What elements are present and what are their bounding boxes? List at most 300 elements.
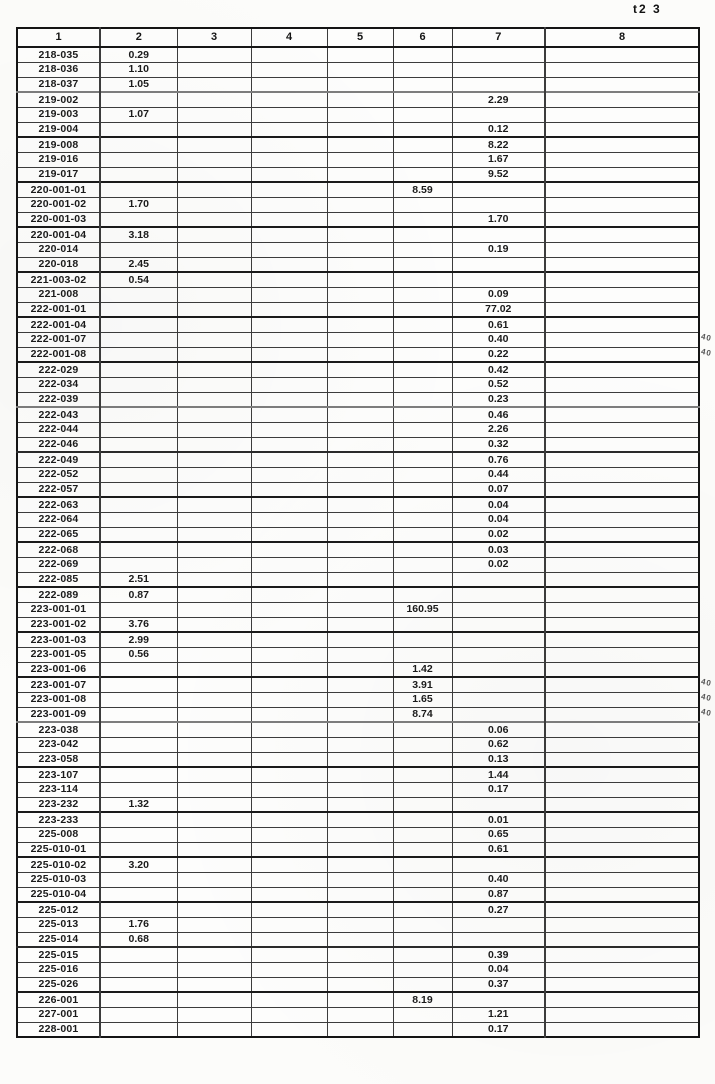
value-cell bbox=[545, 812, 699, 827]
value-cell bbox=[177, 77, 251, 92]
value-cell bbox=[251, 707, 327, 722]
value-cell bbox=[100, 302, 177, 317]
row-id-cell: 222-085 bbox=[17, 572, 100, 587]
row-id-cell: 222-039 bbox=[17, 392, 100, 407]
row-id-cell: 225-012 bbox=[17, 902, 100, 917]
table-row bbox=[17, 902, 699, 917]
value-cell bbox=[251, 887, 327, 902]
table-row bbox=[17, 992, 699, 1007]
value-cell bbox=[393, 872, 452, 887]
value-cell bbox=[393, 347, 452, 362]
row-id-cell: 223-042 bbox=[17, 737, 100, 752]
value-cell bbox=[393, 167, 452, 182]
value-cell: 160.95 bbox=[393, 602, 452, 617]
value-cell bbox=[177, 1007, 251, 1022]
value-cell bbox=[100, 977, 177, 992]
value-cell bbox=[327, 842, 393, 857]
row-id-cell: 223-114 bbox=[17, 782, 100, 797]
value-cell bbox=[393, 197, 452, 212]
table-row bbox=[17, 257, 699, 272]
value-cell bbox=[545, 902, 699, 917]
value-cell bbox=[327, 692, 393, 707]
value-cell bbox=[100, 422, 177, 437]
column-header-2: 2 bbox=[100, 28, 177, 47]
value-cell bbox=[393, 152, 452, 167]
value-cell bbox=[100, 947, 177, 962]
value-cell bbox=[545, 227, 699, 242]
value-cell bbox=[251, 572, 327, 587]
value-cell: 0.19 bbox=[452, 242, 545, 257]
value-cell bbox=[251, 62, 327, 77]
value-cell: 1.05 bbox=[100, 77, 177, 92]
value-cell: 0.04 bbox=[452, 512, 545, 527]
value-cell bbox=[100, 542, 177, 557]
value-cell bbox=[177, 182, 251, 197]
value-cell bbox=[393, 452, 452, 467]
value-cell bbox=[327, 407, 393, 422]
value-cell bbox=[100, 1007, 177, 1022]
value-cell bbox=[452, 77, 545, 92]
row-id-cell: 223-038 bbox=[17, 722, 100, 737]
row-id-cell: 220-001-03 bbox=[17, 212, 100, 227]
value-cell bbox=[177, 122, 251, 137]
value-cell bbox=[251, 932, 327, 947]
value-cell: 0.40 bbox=[452, 872, 545, 887]
column-header-6: 6 bbox=[393, 28, 452, 47]
value-cell: 0.09 bbox=[452, 287, 545, 302]
value-cell bbox=[100, 512, 177, 527]
value-cell bbox=[327, 107, 393, 122]
value-cell bbox=[251, 737, 327, 752]
column-header-5: 5 bbox=[327, 28, 393, 47]
row-id-cell: 222-029 bbox=[17, 362, 100, 377]
value-cell bbox=[393, 647, 452, 662]
value-cell bbox=[393, 962, 452, 977]
table-row bbox=[17, 617, 699, 632]
value-cell bbox=[393, 107, 452, 122]
value-cell bbox=[177, 842, 251, 857]
value-cell bbox=[545, 602, 699, 617]
table-row bbox=[17, 77, 699, 92]
value-cell bbox=[452, 572, 545, 587]
value-cell bbox=[327, 812, 393, 827]
row-id-cell: 218-035 bbox=[17, 47, 100, 62]
value-cell bbox=[251, 842, 327, 857]
value-cell bbox=[251, 677, 327, 692]
value-cell bbox=[452, 617, 545, 632]
value-cell bbox=[452, 707, 545, 722]
value-cell bbox=[251, 47, 327, 62]
value-cell bbox=[177, 797, 251, 812]
value-cell bbox=[177, 947, 251, 962]
value-cell bbox=[545, 932, 699, 947]
value-cell bbox=[251, 302, 327, 317]
table-row bbox=[17, 797, 699, 812]
row-id-cell: 225-015 bbox=[17, 947, 100, 962]
value-cell bbox=[100, 767, 177, 782]
value-cell bbox=[452, 47, 545, 62]
value-cell bbox=[327, 1007, 393, 1022]
table-header bbox=[17, 28, 699, 47]
table-row bbox=[17, 557, 699, 572]
value-cell bbox=[100, 812, 177, 827]
row-id-cell: 223-001-01 bbox=[17, 602, 100, 617]
table-row bbox=[17, 887, 699, 902]
value-cell: 1.21 bbox=[452, 1007, 545, 1022]
value-cell bbox=[100, 362, 177, 377]
value-cell bbox=[251, 347, 327, 362]
row-id-cell: 222-065 bbox=[17, 527, 100, 542]
value-cell bbox=[545, 752, 699, 767]
table-row bbox=[17, 827, 699, 842]
value-cell bbox=[327, 527, 393, 542]
row-id-cell: 225-008 bbox=[17, 827, 100, 842]
value-cell bbox=[100, 437, 177, 452]
table-row bbox=[17, 692, 699, 707]
value-cell bbox=[327, 257, 393, 272]
value-cell bbox=[251, 77, 327, 92]
table-row bbox=[17, 512, 699, 527]
value-cell bbox=[100, 557, 177, 572]
value-cell bbox=[393, 437, 452, 452]
value-cell bbox=[177, 617, 251, 632]
value-cell: 1.44 bbox=[452, 767, 545, 782]
value-cell bbox=[545, 152, 699, 167]
value-cell bbox=[251, 947, 327, 962]
value-cell bbox=[100, 677, 177, 692]
value-cell bbox=[251, 182, 327, 197]
value-cell bbox=[452, 647, 545, 662]
table-row bbox=[17, 242, 699, 257]
table-row bbox=[17, 62, 699, 77]
value-cell bbox=[452, 197, 545, 212]
value-cell bbox=[177, 212, 251, 227]
table-row bbox=[17, 782, 699, 797]
column-header-3: 3 bbox=[177, 28, 251, 47]
value-cell: 0.40 bbox=[452, 332, 545, 347]
value-cell bbox=[177, 767, 251, 782]
row-id-cell: 219-008 bbox=[17, 137, 100, 152]
value-cell bbox=[545, 962, 699, 977]
value-cell bbox=[545, 617, 699, 632]
value-cell bbox=[100, 122, 177, 137]
value-cell bbox=[545, 527, 699, 542]
table-row bbox=[17, 407, 699, 422]
value-cell bbox=[545, 722, 699, 737]
value-cell bbox=[393, 482, 452, 497]
value-cell bbox=[393, 242, 452, 257]
table-row bbox=[17, 182, 699, 197]
value-cell bbox=[545, 377, 699, 392]
page-corner-mark: t2 3 bbox=[633, 2, 662, 16]
value-cell bbox=[545, 512, 699, 527]
table-row bbox=[17, 227, 699, 242]
value-cell bbox=[177, 92, 251, 107]
value-cell: 0.39 bbox=[452, 947, 545, 962]
value-cell bbox=[452, 587, 545, 602]
value-cell bbox=[327, 227, 393, 242]
row-id-cell: 222-069 bbox=[17, 557, 100, 572]
value-cell bbox=[327, 902, 393, 917]
row-id-cell: 222-052 bbox=[17, 467, 100, 482]
margin-annotation: 40 bbox=[700, 691, 713, 704]
value-cell bbox=[452, 632, 545, 647]
row-id-cell: 220-001-01 bbox=[17, 182, 100, 197]
value-cell bbox=[393, 92, 452, 107]
table-row bbox=[17, 47, 699, 62]
table-body bbox=[17, 47, 699, 1037]
value-cell bbox=[393, 617, 452, 632]
table-row bbox=[17, 767, 699, 782]
value-cell bbox=[327, 707, 393, 722]
value-cell bbox=[327, 62, 393, 77]
value-cell bbox=[177, 827, 251, 842]
value-cell bbox=[177, 887, 251, 902]
value-cell bbox=[327, 152, 393, 167]
table-row bbox=[17, 437, 699, 452]
value-cell bbox=[545, 272, 699, 287]
value-cell bbox=[545, 737, 699, 752]
value-cell bbox=[327, 677, 393, 692]
value-cell bbox=[100, 887, 177, 902]
table-row bbox=[17, 587, 699, 602]
value-cell bbox=[327, 212, 393, 227]
value-cell bbox=[100, 992, 177, 1007]
value-cell bbox=[177, 812, 251, 827]
value-cell bbox=[545, 182, 699, 197]
value-cell bbox=[100, 662, 177, 677]
table-row bbox=[17, 752, 699, 767]
value-cell: 0.76 bbox=[452, 452, 545, 467]
row-id-cell: 223-232 bbox=[17, 797, 100, 812]
value-cell bbox=[393, 392, 452, 407]
value-cell: 0.23 bbox=[452, 392, 545, 407]
table-row bbox=[17, 452, 699, 467]
value-cell bbox=[327, 767, 393, 782]
row-id-cell: 225-026 bbox=[17, 977, 100, 992]
table-row bbox=[17, 347, 699, 362]
value-cell bbox=[545, 677, 699, 692]
table-row bbox=[17, 362, 699, 377]
value-cell: 0.87 bbox=[452, 887, 545, 902]
value-cell bbox=[327, 122, 393, 137]
value-cell bbox=[327, 932, 393, 947]
table-row bbox=[17, 572, 699, 587]
value-cell bbox=[545, 47, 699, 62]
value-cell: 3.91 bbox=[393, 677, 452, 692]
value-cell: 0.02 bbox=[452, 557, 545, 572]
value-cell bbox=[100, 497, 177, 512]
row-id-cell: 219-016 bbox=[17, 152, 100, 167]
value-cell bbox=[100, 962, 177, 977]
value-cell bbox=[177, 737, 251, 752]
row-id-cell: 225-016 bbox=[17, 962, 100, 977]
row-id-cell: 222-043 bbox=[17, 407, 100, 422]
value-cell: 0.13 bbox=[452, 752, 545, 767]
value-cell bbox=[327, 797, 393, 812]
value-cell bbox=[100, 182, 177, 197]
value-cell bbox=[251, 752, 327, 767]
row-id-cell: 219-003 bbox=[17, 107, 100, 122]
value-cell bbox=[100, 452, 177, 467]
value-cell bbox=[100, 527, 177, 542]
value-cell bbox=[545, 482, 699, 497]
value-cell bbox=[327, 287, 393, 302]
row-id-cell: 227-001 bbox=[17, 1007, 100, 1022]
value-cell bbox=[251, 497, 327, 512]
table-row bbox=[17, 422, 699, 437]
value-cell bbox=[251, 122, 327, 137]
table-row bbox=[17, 722, 699, 737]
value-cell: 0.29 bbox=[100, 47, 177, 62]
header-row bbox=[17, 28, 699, 47]
value-cell bbox=[100, 782, 177, 797]
table-row bbox=[17, 932, 699, 947]
table-row bbox=[17, 542, 699, 557]
row-id-cell: 225-010-04 bbox=[17, 887, 100, 902]
table-row bbox=[17, 947, 699, 962]
value-cell bbox=[251, 992, 327, 1007]
value-cell bbox=[100, 707, 177, 722]
value-cell bbox=[393, 512, 452, 527]
value-cell: 0.46 bbox=[452, 407, 545, 422]
value-cell bbox=[327, 782, 393, 797]
value-cell bbox=[327, 737, 393, 752]
value-cell: 1.70 bbox=[100, 197, 177, 212]
value-cell: 1.67 bbox=[452, 152, 545, 167]
value-cell bbox=[251, 977, 327, 992]
value-cell: 3.76 bbox=[100, 617, 177, 632]
value-cell bbox=[393, 902, 452, 917]
value-cell bbox=[251, 542, 327, 557]
table-row bbox=[17, 527, 699, 542]
value-cell bbox=[177, 962, 251, 977]
value-cell bbox=[177, 677, 251, 692]
column-header-8: 8 bbox=[545, 28, 699, 47]
value-cell: 0.17 bbox=[452, 1022, 545, 1037]
row-id-cell: 223-001-03 bbox=[17, 632, 100, 647]
value-cell bbox=[327, 47, 393, 62]
value-cell bbox=[452, 662, 545, 677]
value-cell bbox=[545, 1022, 699, 1037]
value-cell bbox=[251, 107, 327, 122]
value-cell bbox=[251, 692, 327, 707]
row-id-cell: 225-014 bbox=[17, 932, 100, 947]
row-id-cell: 222-089 bbox=[17, 587, 100, 602]
value-cell bbox=[251, 227, 327, 242]
margin-annotation: 40 bbox=[700, 706, 713, 719]
value-cell: 0.27 bbox=[452, 902, 545, 917]
value-cell: 1.32 bbox=[100, 797, 177, 812]
value-cell bbox=[100, 287, 177, 302]
value-cell bbox=[177, 347, 251, 362]
value-cell bbox=[251, 242, 327, 257]
value-cell: 0.03 bbox=[452, 542, 545, 557]
table-row bbox=[17, 317, 699, 332]
value-cell bbox=[177, 572, 251, 587]
value-cell bbox=[327, 392, 393, 407]
value-cell: 8.19 bbox=[393, 992, 452, 1007]
row-id-cell: 218-037 bbox=[17, 77, 100, 92]
value-cell bbox=[452, 932, 545, 947]
value-cell bbox=[545, 122, 699, 137]
row-id-cell: 220-001-02 bbox=[17, 197, 100, 212]
value-cell bbox=[393, 767, 452, 782]
value-cell bbox=[327, 182, 393, 197]
value-cell bbox=[327, 617, 393, 632]
table-row bbox=[17, 197, 699, 212]
value-cell bbox=[177, 62, 251, 77]
value-cell bbox=[251, 422, 327, 437]
value-cell bbox=[100, 722, 177, 737]
value-cell bbox=[251, 917, 327, 932]
value-cell bbox=[177, 857, 251, 872]
table-row bbox=[17, 1022, 699, 1037]
value-cell bbox=[327, 662, 393, 677]
value-cell bbox=[327, 92, 393, 107]
row-id-cell: 222-001-07 bbox=[17, 332, 100, 347]
value-cell bbox=[393, 572, 452, 587]
value-cell bbox=[177, 587, 251, 602]
value-cell: 0.44 bbox=[452, 467, 545, 482]
row-id-cell: 222-001-01 bbox=[17, 302, 100, 317]
value-cell bbox=[177, 272, 251, 287]
value-cell bbox=[177, 362, 251, 377]
value-cell bbox=[251, 482, 327, 497]
value-cell: 1.65 bbox=[393, 692, 452, 707]
value-cell: 3.20 bbox=[100, 857, 177, 872]
row-id-cell: 221-003-02 bbox=[17, 272, 100, 287]
table-row bbox=[17, 272, 699, 287]
value-cell bbox=[452, 602, 545, 617]
value-cell bbox=[100, 137, 177, 152]
row-id-cell: 222-057 bbox=[17, 482, 100, 497]
value-cell bbox=[100, 92, 177, 107]
value-cell bbox=[393, 62, 452, 77]
value-cell bbox=[251, 1022, 327, 1037]
value-cell bbox=[177, 632, 251, 647]
value-cell: 0.65 bbox=[452, 827, 545, 842]
value-cell bbox=[177, 437, 251, 452]
value-cell bbox=[545, 587, 699, 602]
value-cell bbox=[393, 467, 452, 482]
value-cell bbox=[177, 287, 251, 302]
value-cell: 0.12 bbox=[452, 122, 545, 137]
value-cell bbox=[327, 452, 393, 467]
value-cell: 1.76 bbox=[100, 917, 177, 932]
value-cell bbox=[100, 692, 177, 707]
value-cell bbox=[100, 752, 177, 767]
value-cell bbox=[393, 947, 452, 962]
row-id-cell: 223-001-09 bbox=[17, 707, 100, 722]
value-cell bbox=[177, 257, 251, 272]
value-cell bbox=[100, 482, 177, 497]
value-cell: 0.32 bbox=[452, 437, 545, 452]
value-cell: 0.07 bbox=[452, 482, 545, 497]
row-id-cell: 220-001-04 bbox=[17, 227, 100, 242]
table-row bbox=[17, 122, 699, 137]
value-cell bbox=[452, 272, 545, 287]
value-cell bbox=[393, 812, 452, 827]
value-cell: 0.01 bbox=[452, 812, 545, 827]
value-cell bbox=[327, 197, 393, 212]
value-cell bbox=[177, 452, 251, 467]
value-cell bbox=[327, 422, 393, 437]
value-cell bbox=[177, 917, 251, 932]
row-id-cell: 222-064 bbox=[17, 512, 100, 527]
value-cell bbox=[545, 197, 699, 212]
value-cell: 0.68 bbox=[100, 932, 177, 947]
